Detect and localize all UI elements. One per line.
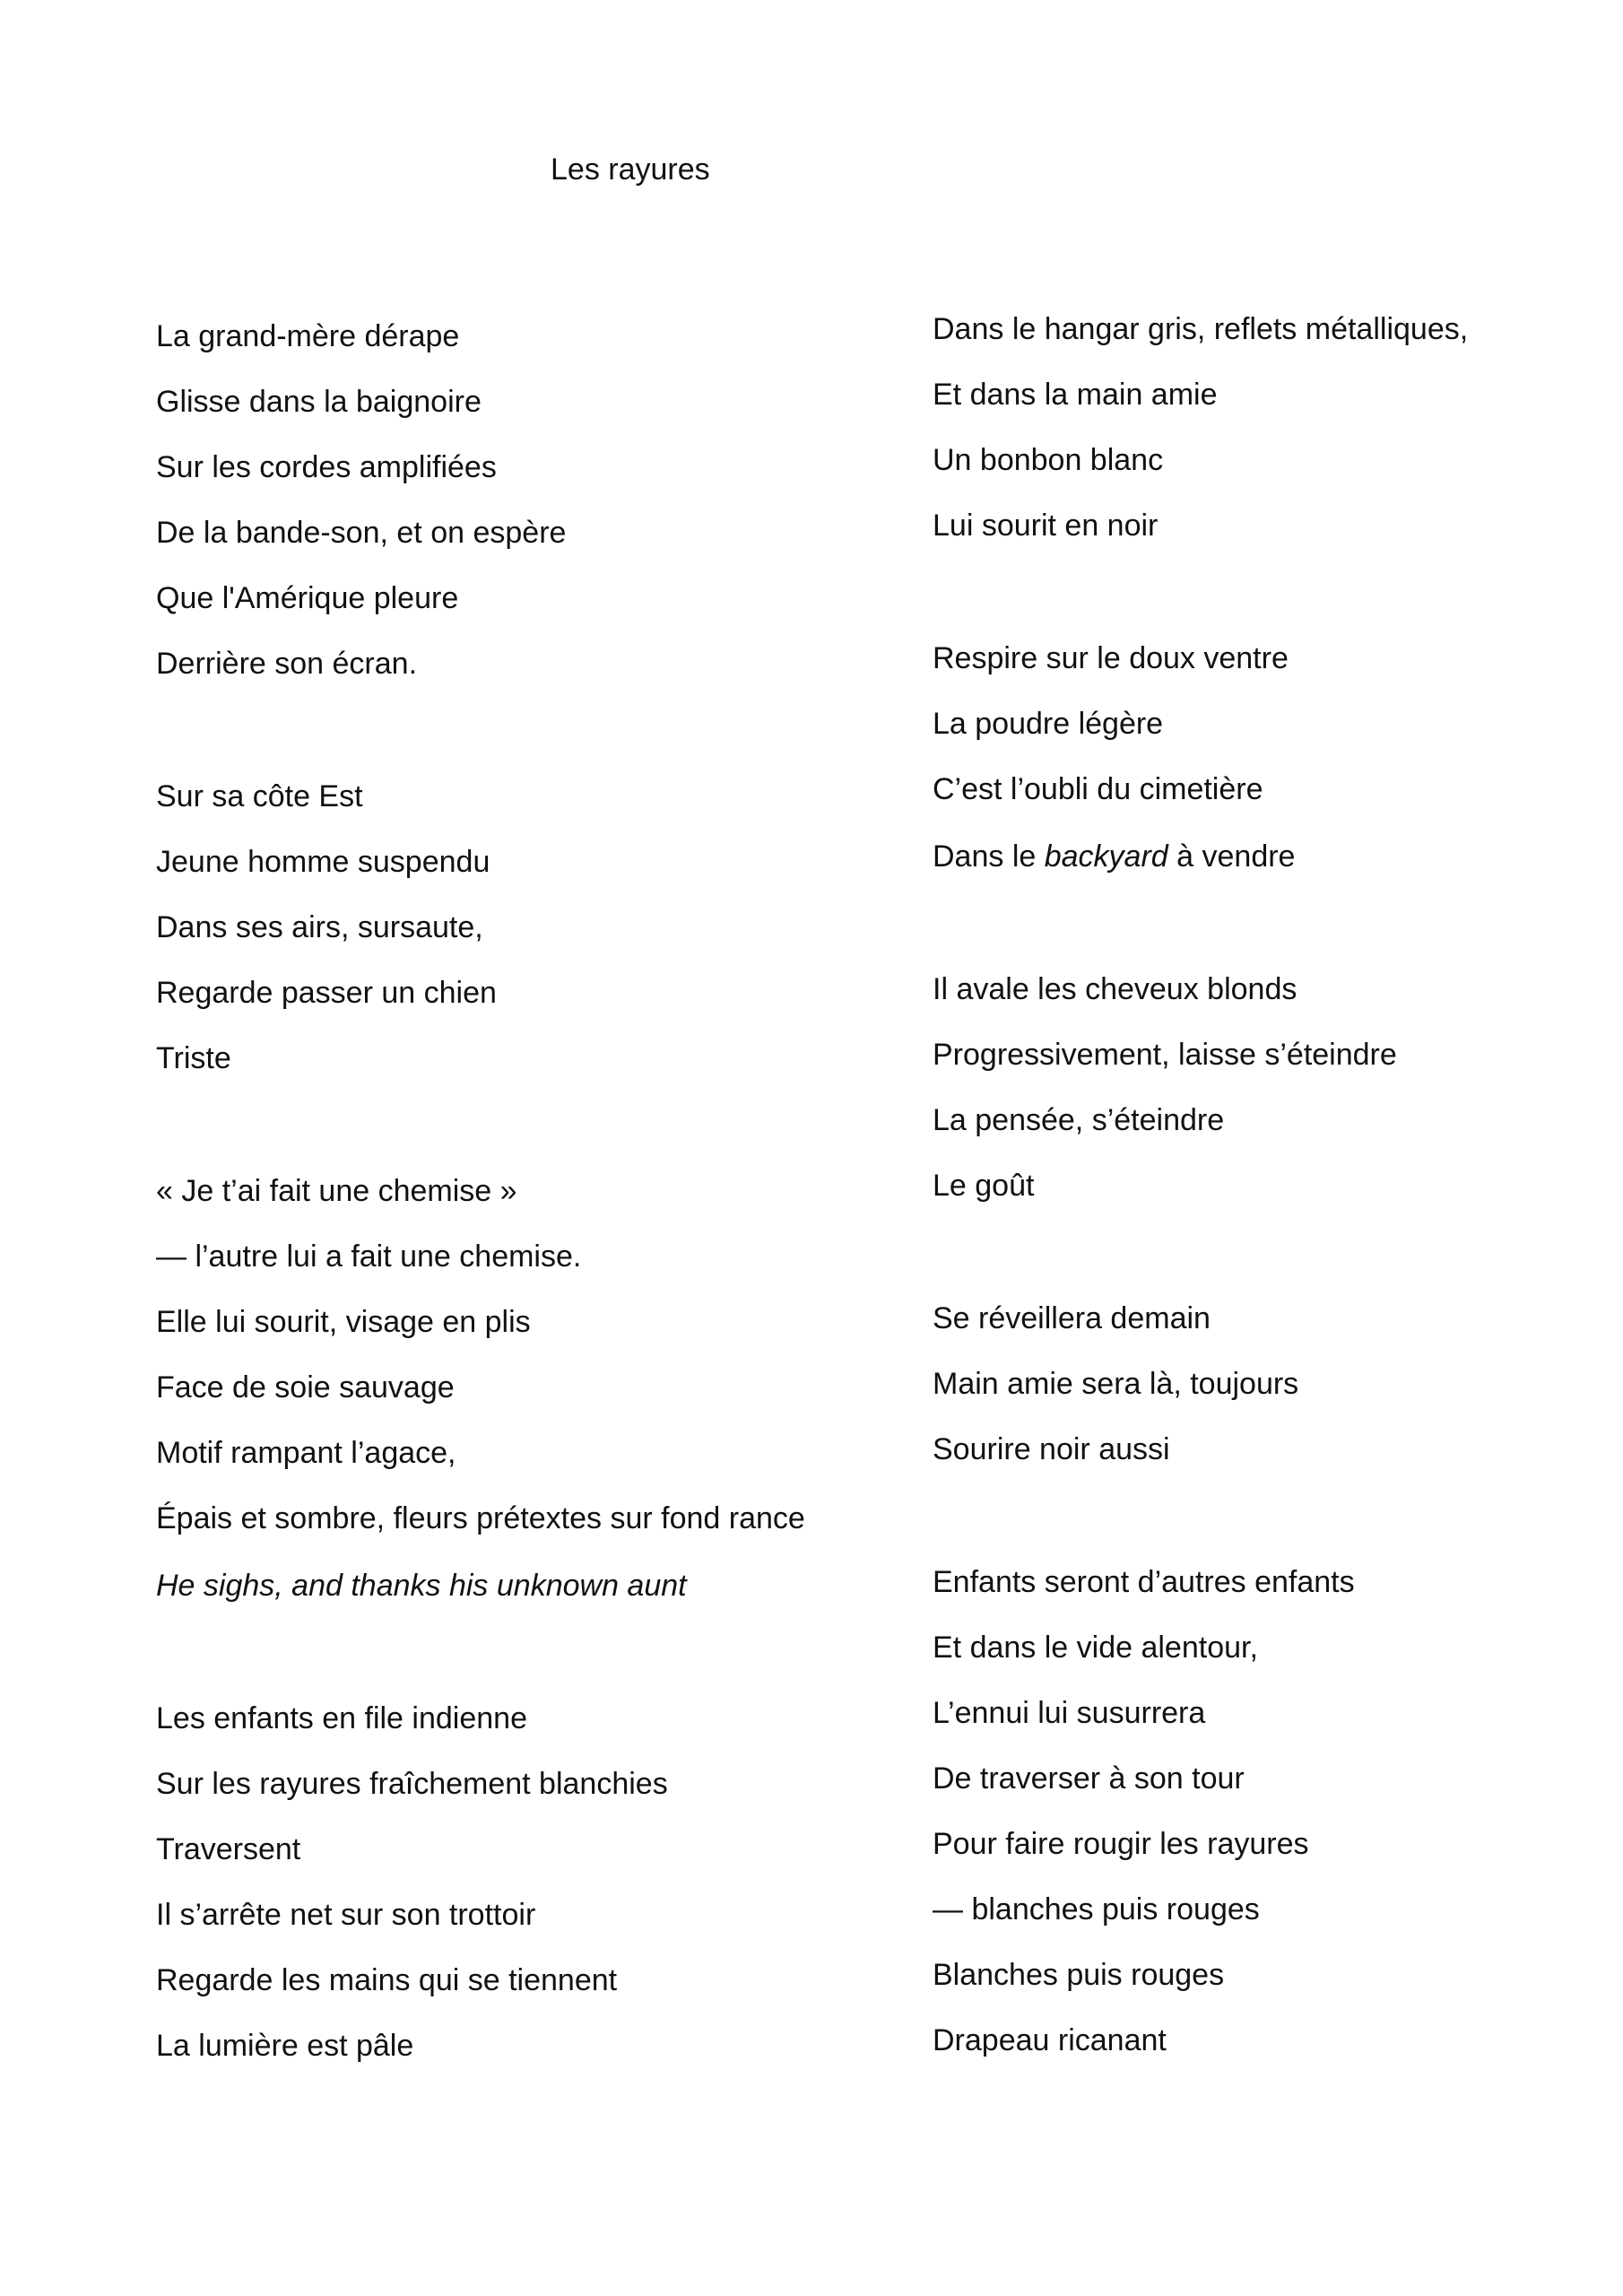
- poem-line: Le goût: [933, 1169, 1035, 1203]
- poem-line: La poudre légère: [933, 707, 1164, 741]
- poem-line: Traversent: [156, 1832, 301, 1866]
- italic-phrase: backyard: [1044, 839, 1168, 874]
- poem-line: Et dans la main amie: [933, 378, 1218, 412]
- poem-line: Elle lui sourit, visage en plis: [156, 1305, 531, 1339]
- poem-line: Il avale les cheveux blonds: [933, 972, 1298, 1006]
- poem-line: Jeune homme suspendu: [156, 845, 490, 879]
- poem-line: Se réveillera demain: [933, 1301, 1211, 1335]
- poem-line: Sur les cordes amplifiées: [156, 450, 497, 484]
- poem-line: Lui sourit en noir: [933, 509, 1159, 543]
- poem-line: Glisse dans la baignoire: [156, 385, 482, 419]
- poem-line: Que l'Amérique pleure: [156, 581, 459, 615]
- poem-line: He sighs, and thanks his unknown aunt: [156, 1569, 687, 1603]
- poem-line: Il s’arrête net sur son trottoir: [156, 1898, 536, 1932]
- poem-line: Sur sa côte Est: [156, 779, 363, 813]
- poem-line: L’ennui lui susurrera: [933, 1696, 1206, 1730]
- poem-line: De la bande-son, et on espère: [156, 516, 567, 550]
- poem-line: C’est l’oubli du cimetière: [933, 772, 1263, 806]
- poem-line: Dans ses airs, sursaute,: [156, 910, 483, 944]
- poem-title: Les rayures: [551, 152, 710, 187]
- poem-line: Sur les rayures fraîchement blanchies: [156, 1767, 668, 1801]
- poem-line: Drapeau ricanant: [933, 2023, 1167, 2057]
- poem-line: La pensée, s’éteindre: [933, 1103, 1225, 1137]
- poem-line: Dans le hangar gris, reflets métalliques,: [933, 312, 1469, 346]
- poem-line: Enfants seront d’autres enfants: [933, 1565, 1355, 1599]
- poem-line: Regarde les mains qui se tiennent: [156, 1963, 618, 1997]
- poem-line: Progressivement, laisse s’éteindre: [933, 1038, 1397, 1072]
- poem-line: La lumière est pâle: [156, 2029, 414, 2063]
- poem-line: Regarde passer un chien: [156, 976, 497, 1010]
- poem-line: — l’autre lui a fait une chemise.: [156, 1239, 582, 1274]
- poem-line: Blanches puis rouges: [933, 1958, 1225, 1992]
- poem-line: Main amie sera là, toujours: [933, 1367, 1299, 1401]
- poem-line: « Je t’ai fait une chemise »: [156, 1174, 517, 1208]
- poem-line: Respire sur le doux ventre: [933, 641, 1289, 675]
- poem-line: Épais et sombre, fleurs prétextes sur fond rance: [156, 1501, 805, 1535]
- poem-line: [933, 836, 1295, 877]
- poem-line: Sourire noir aussi: [933, 1432, 1170, 1466]
- poem-line: Et dans le vide alentour,: [933, 1631, 1258, 1665]
- line-fragment: à vendre: [1167, 839, 1296, 874]
- poem-line: De traverser à son tour: [933, 1761, 1245, 1796]
- poem-line: Pour faire rougir les rayures: [933, 1827, 1309, 1861]
- poem-line: La grand-mère dérape: [156, 319, 460, 353]
- poem-line: — blanches puis rouges: [933, 1892, 1260, 1926]
- poem-line: Les enfants en file indienne: [156, 1701, 527, 1735]
- poem-line: Triste: [156, 1041, 231, 1075]
- poem-line: Motif rampant l’agace,: [156, 1436, 456, 1470]
- poem-line: Face de soie sauvage: [156, 1370, 455, 1405]
- poem-line: Derrière son écran.: [156, 647, 418, 681]
- line-fragment: Dans le: [933, 839, 1045, 874]
- poem-line: Un bonbon blanc: [933, 443, 1164, 477]
